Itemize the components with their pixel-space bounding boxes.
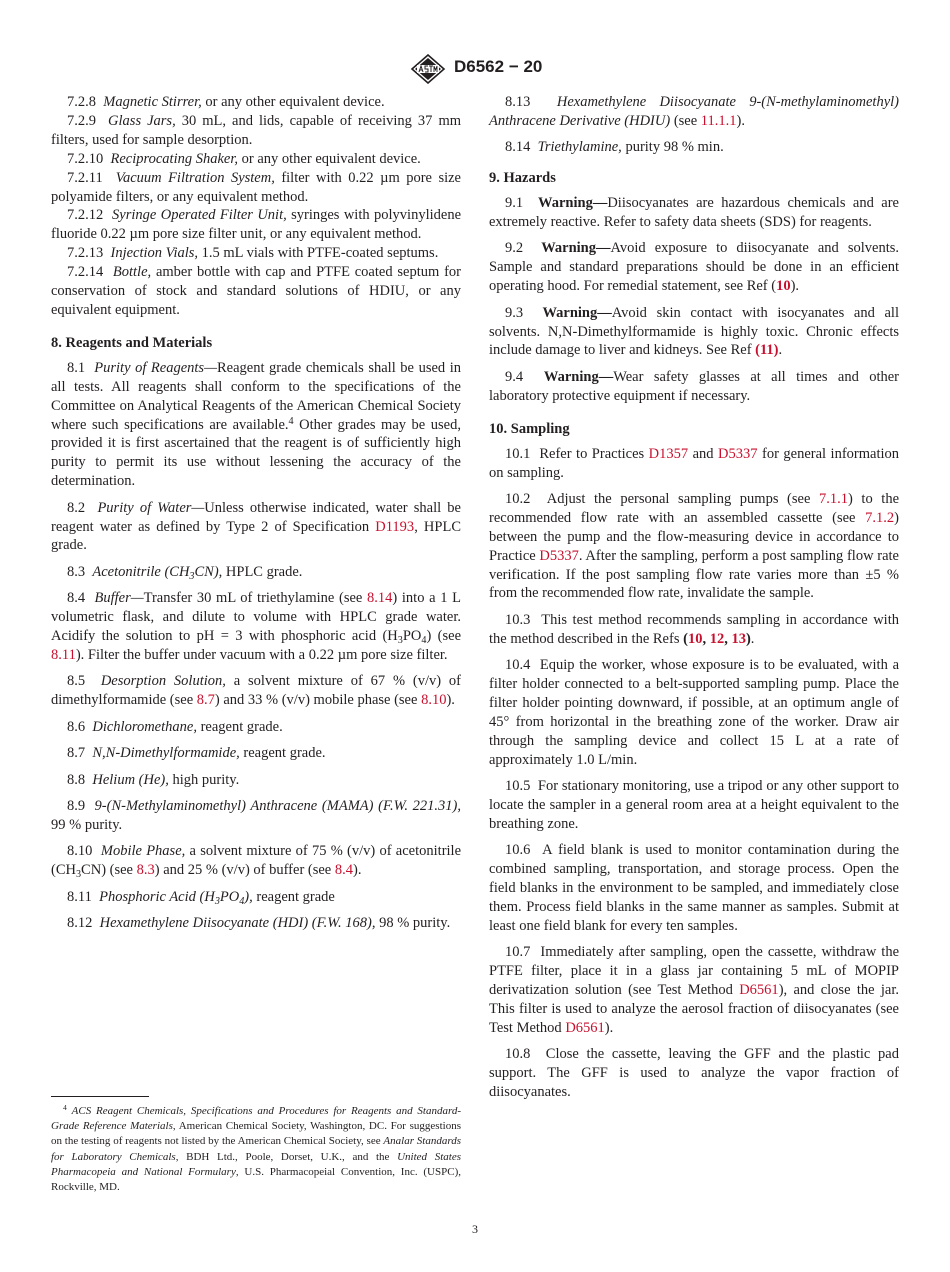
paragraph-10-3: 10.3 This test method recommends sampling in accordance with the method described in the Refs (10, 12, 13). <box>489 611 899 647</box>
paragraph-8-5: 8.5 Desorption Solution, a solvent mixture of 67 % (v/v) of dimethylformamide (see 8.7) and 33 % (v/v) mobile phase (see 8.10). <box>51 673 462 709</box>
ref-link-8-10[interactable]: 8.10 <box>421 692 447 709</box>
ref-link-7-1-1[interactable]: 7.1.1 <box>819 490 848 507</box>
paragraph-8-11: 8.11 Phosphoric Acid $(H_3PO_4)$, reagent grade <box>67 888 335 907</box>
paragraph-7-2-9: 7.2.9 Glass Jars, 30 mL, and lids, capable of receiving 37 mm filters, used for sample desorption. <box>51 112 462 148</box>
paragraph-9-1: 9.1 Warning—Diisocyanates are hazardous chemicals and are extremely reactive. Refer to safety data sheets (SDS) for reagents. <box>489 195 899 231</box>
paragraph-8-9: 8.9 9-(N-Methylaminomethyl) Anthracene (MAMA) (F.W. 221.31), 99 % purity. <box>51 797 462 833</box>
page-header <box>0 54 950 84</box>
paragraph-10-7: 10.7 Immediately after sampling, open the cassette, withdraw the PTFE filter, place it in a glass jar containing 5 mL of MOPIP derivatization solution (see Test Method D6561), and close the jar. This filter is used to analyze the aerosol fraction of diisocyanates (see Test Method D6561). <box>489 944 900 1036</box>
paragraph-10-1: 10.1 Refer to Practices D1357 and D5337 for general information on sampling. <box>489 445 900 481</box>
ref-link-10b[interactable]: 10 <box>687 630 703 647</box>
ref-link-d1357[interactable]: D1357 <box>648 445 689 462</box>
ref-link-8-14[interactable]: 8.14 <box>367 590 393 607</box>
ref-link-d1193[interactable]: D1193 <box>375 518 415 535</box>
ref-link-13[interactable]: 13 <box>731 630 746 647</box>
ref-link-d6561-b[interactable]: D6561 <box>565 1019 605 1036</box>
paragraph-8-10: 8.10 Mobile Phase, a solvent mixture of 75 % (v/v) of acetonitrile $(CH_3CN)$ (see 8.3) and 25 % (v/v) of buffer (see 8.4). <box>51 843 462 881</box>
paragraph-7-2-13: 7.2.13 Injection Vials, 1.5 mL vials with PTFE-coated septums. <box>67 245 439 262</box>
ref-link-d6561[interactable]: D6561 <box>739 982 779 999</box>
paragraph-10-6: 10.6 A field blank is used to monitor contamination during the combined sampling, transportation, and storage process. Open the field blanks in the environment to be sampled, and immediately close them. Process field blanks in the same manner as samples. Submit at least one field blank for every ten samples. <box>489 842 900 934</box>
paragraph-8-1: 8.1 Purity of Reagents—Reagent grade chemicals shall be used in all tests. All reagents shall conform to the specifications of the Committee on Analytical Reagents of the American Chemical Society where such specifications are available.$^4$ Other grades may be used, provided it is first ascertained that the reagent is of sufficiently high purity to permit its use without lessening the accuracy of the determination. <box>51 359 461 490</box>
paragraph-8-3: 8.3 Acetonitrile $(CH_3CN)$, HPLC grade. <box>67 563 303 582</box>
ref-link-8-11[interactable]: 8.11 <box>51 646 76 663</box>
ref-link-7-1-2[interactable]: 7.1.2 <box>865 509 895 526</box>
paragraph-9-2: 9.2 Warning—Avoid exposure to diisocyanate and solvents. Sample and standard preparations should be done in an efficient operating hood. For remedial statement, see Ref (10). <box>489 240 899 295</box>
section-9-heading: 9. Hazards <box>489 170 556 187</box>
paragraph-7-2-10: 7.2.10 Reciprocating Shaker, or any other equivalent device. <box>67 150 421 167</box>
ref-link-8-4[interactable]: 8.4 <box>334 862 353 879</box>
paragraph-10-5: 10.5 For stationary monitoring, use a tripod or any other support to locate the sampler in a general room area at a height equivalent to the breathing zone. <box>489 778 899 832</box>
page-number: 3 <box>472 1222 478 1236</box>
paragraph-8-12: 8.12 Hexamethylene Diisocyanate (HDI) (F.W. 168), 98 % purity. <box>67 914 451 931</box>
astm-logo-icon <box>408 54 448 84</box>
paragraph-9-3: 9.3 Warning—Avoid skin contact with isocyanates and all solvents. N,N-Dimethylformamide is highly toxic. Chronic effects include damage to liver and kidneys. See Ref (11). <box>489 304 899 359</box>
ref-link-10[interactable]: 10 <box>776 278 791 295</box>
paragraph-8-7: 8.7 N,N-Dimethylformamide, reagent grade. <box>67 745 326 762</box>
paragraph-8-13: 8.13 Hexamethylene Diisocyanate 9-(N-methylaminomethyl) Anthracene Derivative (HDIU) (see 11.1.1). <box>489 94 899 129</box>
paragraph-10-8: 10.8 Close the cassette, leaving the GFF and the plastic pad support. The GFF is used to analyze the vapor fraction of diisocyanates. <box>489 1046 899 1101</box>
paragraph-9-4: 9.4 Warning—Wear safety glasses at all times and other laboratory protective equipment if necessary. <box>489 368 900 404</box>
section-10-heading: 10. Sampling <box>489 420 570 437</box>
ref-link-d5337-practice[interactable]: D5337 <box>539 547 579 564</box>
paragraph-10-2: 10.2 Adjust the personal sampling pumps (see 7.1.1) to the recommended flow rate with an assembled cassette (see 7.1.2) between the pump and the flow-measuring device in accordance to Practice D5337. After the sampling, perform a post sampling flow rate verification. If the post sampling flow rate varies more than ±5 % from the recommended flow rate, invalidate the sample. <box>489 490 900 602</box>
paragraph-8-8: 8.8 Helium (He), high purity. <box>67 771 240 788</box>
paragraph-7-2-8: 7.2.8 Magnetic Stirrer, or any other equivalent device. <box>67 94 385 110</box>
ref-link-11-1-1[interactable]: 11.1.1 <box>700 112 737 129</box>
ref-link-12[interactable]: 12 <box>709 630 725 647</box>
ref-link-8-7[interactable]: 8.7 <box>196 692 215 709</box>
section-8-heading: 8. Reagents and Materials <box>51 334 213 351</box>
right-column <box>489 93 899 1102</box>
ref-link-11[interactable]: (11) <box>755 342 779 359</box>
paragraph-7-2-12: 7.2.12 Syringe Operated Filter Unit, syringes with polyvinylidene fluoride 0.22 µm pore size filter unit, or any equivalent method. <box>51 207 462 243</box>
footnote-divider <box>51 1096 149 1097</box>
paragraph-8-14: 8.14 Triethylamine, purity 98 % min. <box>505 139 724 156</box>
paragraph-7-2-11: 7.2.11 Vacuum Filtration System, filter with 0.22 µm pore size polyamide filters, or any equivalent method. <box>51 169 461 205</box>
footnote-4: $^4$ ACS Reagent Chemicals, Specifications and Procedures for Reagents and Standard-Grade Reference Materials, American Chemical Society, Washington, DC. For suggestions on the testing of reagents not listed by the American Chemical Society, see Analar Standards for Laboratory Chemicals, BDH Ltd., Poole, Dorset, U.K., and the United States Pharmacopeia and National Formulary, U.S. Pharmacopeial Convention, Inc. (USPC), Rockville, MD. <box>51 1103 462 1194</box>
ref-link-d5337[interactable]: D5337 <box>718 445 758 462</box>
paragraph-10-4: 10.4 Equip the worker, whose exposure is to be evaluated, with a filter holder connected to a belt-supported sampling pump. Place the filter holder pointing downward, if possible, at an optimum angle of 45° from horizontal in the breathing zone of the worker. Draw air through the sampling device and collect 15 L at a rate of approximately 1.0 L/min. <box>489 657 899 768</box>
paragraph-7-2-14: 7.2.14 Bottle, amber bottle with cap and PTFE coated septum for conservation of stock and standard solutions of HDIU, or any equivalent equipment. <box>51 264 461 318</box>
paragraph-8-2: 8.2 Purity of Water—Unless otherwise indicated, water shall be reagent water as defined by Type 2 of Specification D1193, HPLC grade. <box>51 499 461 554</box>
footnote-marker: 4 <box>288 415 294 427</box>
left-column <box>51 93 461 933</box>
paragraph-8-4: 8.4 Buffer—Transfer 30 mL of triethylamine (see 8.14) into a 1 L volumetric flask, and dilute to volume with HPLC grade water. Acidify the solution to pH = 3 with phosphoric acid $(H_3PO_4)$ (see 8.11). Filter the buffer under vacuum with a 0.22 µm pore size filter. <box>51 590 462 663</box>
designation-title: D6562 − 20 <box>454 57 543 76</box>
paragraph-8-6: 8.6 Dichloromethane, reagent grade. <box>67 718 283 735</box>
ref-link-8-3[interactable]: 8.3 <box>136 862 155 879</box>
